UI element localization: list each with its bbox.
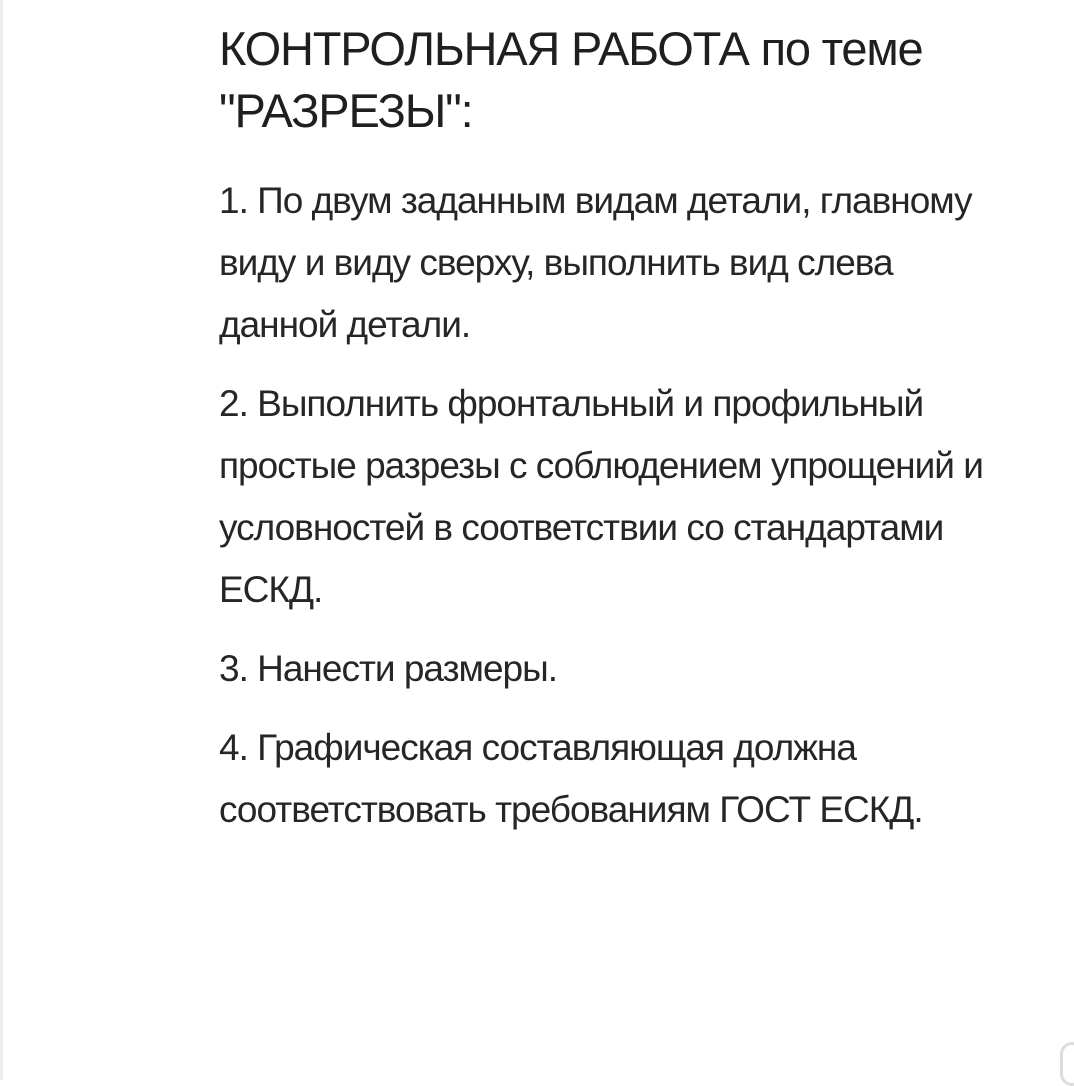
page-left-border [0, 0, 3, 1080]
document-title: КОНТРОЛЬНАЯ РАБОТА по теме "РАЗРЕЗЫ": [219, 22, 923, 137]
task-item-4: 4. Графическая составляющая должна соответствовать требованиям ГОСТ ЕСКД. [219, 727, 923, 830]
scroll-indicator[interactable] [1060, 1042, 1074, 1086]
task-item-2: 2. Выполнить фронтальный и профильный простые разрезы с соблюдением упрощений и условностей в соответствии со стандартами ЕСКД. [219, 383, 983, 610]
task-item-3: 3. Нанести размеры. [219, 648, 558, 689]
document-content [219, 18, 1019, 858]
task-list [219, 170, 1019, 841]
task-item-1: 1. По двум заданным видам детали, главному виду и виду сверху, выполнить вид слева данной детали. [219, 180, 972, 345]
